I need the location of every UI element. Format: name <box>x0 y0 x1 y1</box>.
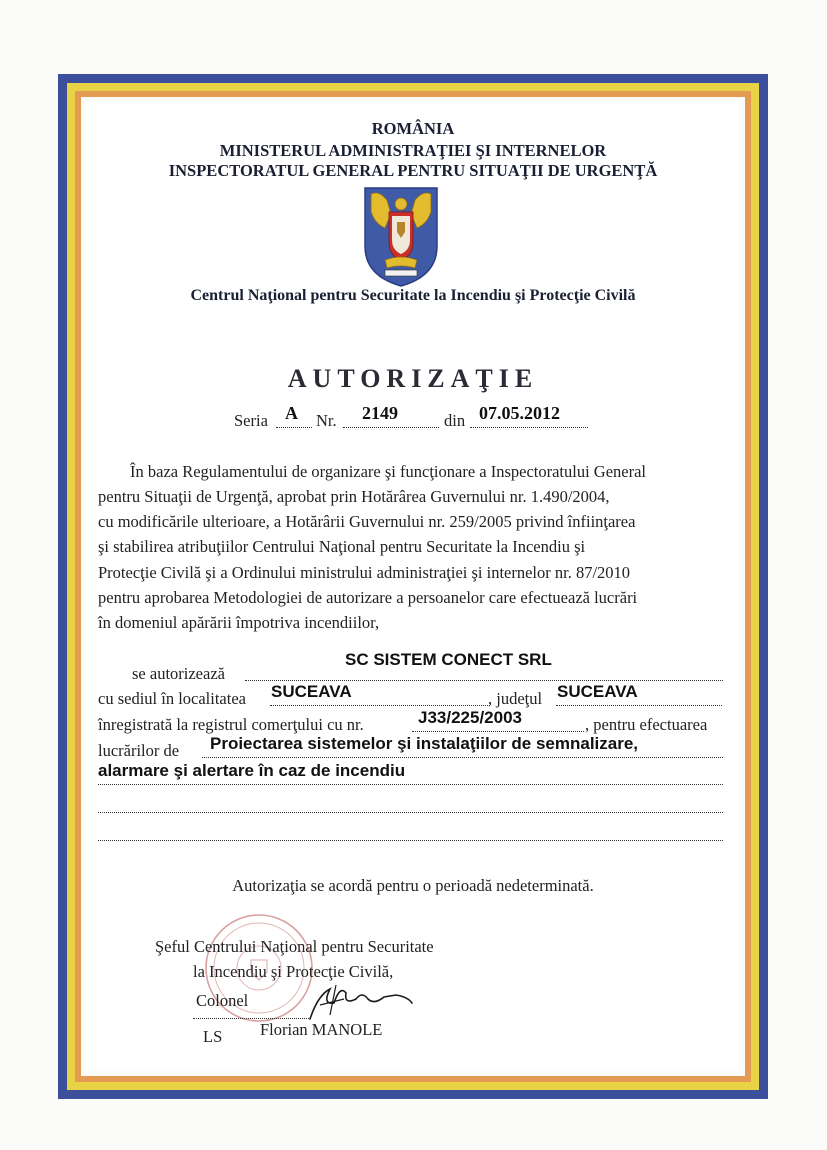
paragraph-line-4: şi stabilirea atribuţiilor Centrului Naţional pentru Securitate la Incendiu şi <box>98 537 586 556</box>
signatory-name: Florian MANOLE <box>260 1020 383 1039</box>
paragraph-line-3: cu modificările ulterioare, a Hotărârii Guvernului nr. 259/2005 privind înfiinţarea <box>98 512 636 531</box>
locality-dotline <box>270 705 490 706</box>
header-center: Centrul Naţional pentru Securitate la Incendiu şi Protecţie Civilă <box>190 287 636 304</box>
date-value: 07.05.2012 <box>479 403 560 423</box>
number-label: Nr. <box>316 411 337 430</box>
registry-label: înregistrată la registrul comerţului cu nr. <box>98 715 364 734</box>
date-dotline <box>470 427 588 428</box>
locality-value: SUCEAVA <box>271 682 352 701</box>
number-dotline <box>343 427 439 428</box>
county-label: , judeţul <box>488 689 543 708</box>
county-value: SUCEAVA <box>557 682 638 701</box>
signature-title-line-1: Şeful Centrului Naţional pentru Securitate <box>155 937 434 956</box>
locality-label: cu sediul în localitatea <box>98 689 246 708</box>
paragraph-line-1: În baza Regulamentului de organizare şi funcţionare a Inspectoratului General <box>130 462 647 481</box>
validity-statement: Autorizaţia se acordă pentru o perioadă nedeterminată. <box>232 876 594 895</box>
document-title: AUTORIZAŢIE <box>287 364 539 393</box>
authorized-label: se autorizează <box>132 664 225 683</box>
coat-of-arms-icon <box>361 184 441 288</box>
blank-dotline-4 <box>98 840 723 841</box>
works-value-line-1: Proiectarea sistemelor şi instalaţiilor de semnalizare, <box>210 734 639 753</box>
date-label: din <box>444 411 466 430</box>
works-dotline-1 <box>202 757 723 758</box>
series-label: Seria <box>234 411 268 430</box>
registry-dotline <box>412 731 584 732</box>
ls-mark: LS <box>203 1027 223 1046</box>
signature-rank: Colonel <box>196 991 249 1010</box>
blank-dotline-3 <box>98 812 723 813</box>
authorized-dotline <box>245 680 723 681</box>
header-ministry: MINISTERUL ADMINISTRAŢIEI ŞI INTERNELOR <box>219 141 607 160</box>
paragraph-line-5: Protecţie Civilă şi a Ordinului ministrului administraţiei şi internelor nr. 87/2010 <box>98 563 631 582</box>
works-dotline-2 <box>98 784 723 785</box>
county-dotline <box>556 705 722 706</box>
header-country: ROMÂNIA <box>371 119 455 138</box>
signature-dotline <box>193 1018 311 1019</box>
paragraph-line-2: pentru Situaţii de Urgenţă, aprobat prin Hotărârea Guvernului nr. 1.490/2004, <box>98 487 610 506</box>
signature-title-line-2: la Incendiu şi Protecţie Civilă, <box>193 962 394 981</box>
registry-value: J33/225/2003 <box>418 708 522 727</box>
number-value: 2149 <box>362 403 398 423</box>
handwritten-signature-icon <box>300 975 420 1025</box>
header-inspectorate: INSPECTORATUL GENERAL PENTRU SITUAŢII DE URGENŢĂ <box>168 161 658 180</box>
works-value-line-2: alarmare şi alertare în caz de incendiu <box>98 761 406 780</box>
series-value: A <box>285 403 298 423</box>
works-label: lucrărilor de <box>98 741 180 760</box>
series-dotline <box>276 427 312 428</box>
paragraph-line-7: în domeniul apărării împotriva incendiilor, <box>98 613 380 632</box>
authorized-value: SC SISTEM CONECT SRL <box>345 650 552 669</box>
paragraph-line-6: pentru aprobarea Metodologiei de autorizare a persoanelor care efectuează lucrări <box>98 588 638 607</box>
purpose-label: , pentru efectuarea <box>585 715 708 734</box>
